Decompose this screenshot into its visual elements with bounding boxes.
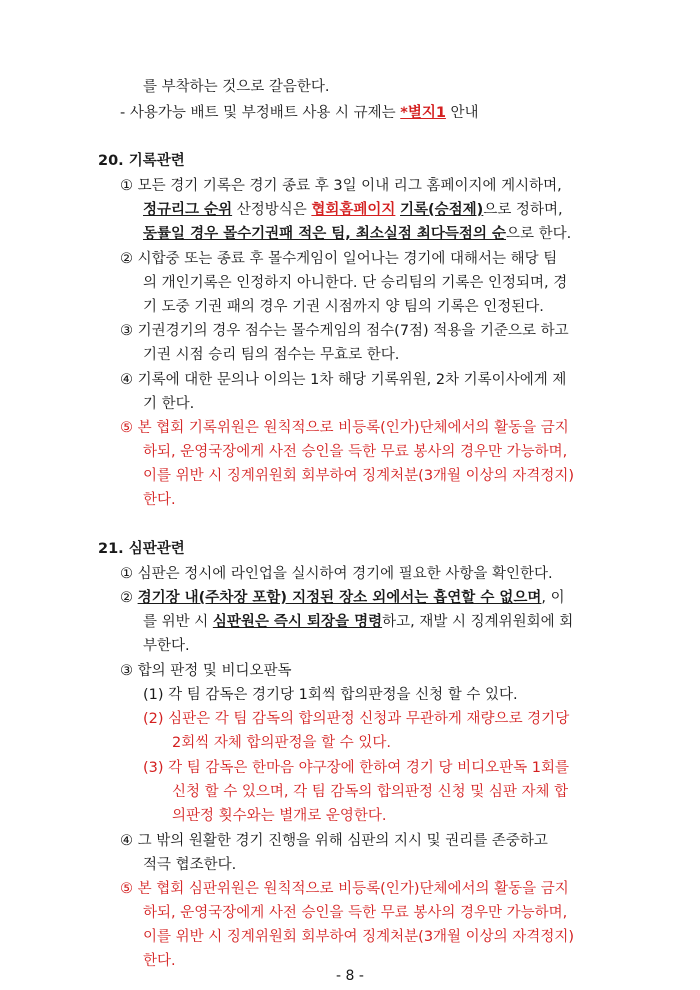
record-points-system: 기록(승점제) (400, 202, 484, 218)
s21-item3-sub1: (1) 각 팀 감독은 경기당 1회씩 합의판정을 신청 할 수 있다. (143, 687, 518, 703)
bat-regulation-suffix: 안내 (445, 105, 479, 121)
page-number: - 8 - (336, 968, 364, 984)
s20-item5-line1: ⑤ 본 협회 기록위원은 원칙적으로 비등록(인가)단체에서의 활동을 금지 (120, 420, 569, 436)
s21-item3-sub3-line3: 의판정 횟수와는 별개로 운영한다. (172, 808, 387, 824)
no-smoking-rule: 경기장 내(주차장 포함) 지정된 장소 외에서는 흡연할 수 없으며 (137, 590, 542, 606)
s21-item3-sub3-line1: (3) 각 팀 감독은 한마음 야구장에 한하여 경기 당 비디오판독 1회를 (143, 760, 570, 776)
s20-item5-line3: 이를 위반 시 징계위원회 회부하여 징계처분(3개월 이상의 자격정지) (143, 468, 574, 484)
s21-item2-line1 (120, 587, 565, 609)
s21-item4-line2: 적극 협조한다. (143, 857, 237, 873)
s20-item5-line2: 하되, 운영국장에게 사전 승인을 득한 무료 봉사의 경우만 가능하며, (143, 444, 568, 460)
s21-item3-line1: ③ 합의 판정 및 비디오판독 (120, 663, 292, 679)
s21-item5-line3: 이를 위반 시 징계위원회 회부하여 징계처분(3개월 이상의 자격정지) (143, 929, 574, 945)
continuation-text: 를 부착하는 것으로 갈음한다. (143, 79, 330, 95)
s20-item3-line2: 기권 시점 승리 팀의 점수는 무효로 한다. (143, 347, 400, 363)
s21-item2-text-end: , 이 (541, 590, 565, 606)
s20-item1-text-f: 으로 정하며, (483, 202, 563, 218)
s21-item2-marker: ② (120, 590, 138, 606)
s21-item5-line4: 한다. (143, 953, 176, 969)
ejection-order: 심판원은 즉시 퇴장을 명령 (212, 614, 383, 630)
s21-item2-line2 (143, 611, 573, 633)
s21-item2-text-a: 를 위반 시 (143, 614, 213, 630)
s20-item2-line3: 기 도중 기권 패의 경우 기권 시점까지 양 팀의 기록은 인정된다. (143, 299, 544, 315)
section-21-title: 21. 심판관련 (98, 541, 185, 557)
s21-item2-line3: 부한다. (143, 638, 190, 654)
s20-item4-line2: 기 한다. (143, 396, 195, 412)
s21-item5-line2: 하되, 운영국장에게 사전 승인을 득한 무료 봉사의 경우만 가능하며, (143, 905, 568, 921)
s20-item5-line4: 한다. (143, 492, 176, 508)
section-20-title: 20. 기록관련 (98, 153, 185, 169)
s20-item1-text-b: 산정방식은 (232, 202, 312, 218)
s21-item5-line1: ⑤ 본 협회 심판위원은 원칙적으로 비등록(인가)단체에서의 활동을 금지 (120, 881, 569, 897)
s20-item4-line1: ④ 기록에 대한 문의나 이의는 1차 해당 기록위원, 2차 기록이사에게 제 (120, 372, 567, 388)
s21-item2-text-c: 하고, 재발 시 징계위원회에 회 (382, 614, 574, 630)
s20-item1-line2 (143, 199, 563, 221)
s20-item3-line1: ③ 기권경기의 경우 점수는 몰수게임의 점수(7점) 적용을 기준으로 하고 (120, 323, 569, 339)
bat-regulation-text: - 사용가능 배트 및 부정배트 사용 시 규제는 (120, 105, 401, 121)
s21-item4-line1: ④ 그 밖의 원활한 경기 진행을 위해 심판의 지시 및 권리를 존중하고 (120, 833, 548, 849)
s21-item3-sub2-line1: (2) 심판은 각 팀 감독의 합의판정 신청과 무관하게 재량으로 경기당 (143, 711, 570, 727)
s21-item3-sub3-line2: 신청 할 수 있으며, 각 팀 감독의 합의판정 신청 및 심판 자체 합 (172, 784, 569, 800)
tiebreak-rule: 동률일 경우 몰수기권패 적은 팀, 최소실점 최다득점의 순 (143, 226, 507, 242)
s20-item2-line1: ② 시합중 또는 종료 후 몰수게임이 일어나는 경기에 대해서는 해당 팀 (120, 251, 558, 267)
s21-item3-sub2-line2: 2회씩 자체 합의판정을 할 수 있다. (172, 735, 391, 751)
s21-item1-line1: ① 심판은 정시에 라인업을 실시하여 경기에 필요한 사항을 확인한다. (120, 566, 553, 582)
appendix-1-reference: *별지1 (400, 105, 446, 121)
regular-league-ranking: 정규리그 순위 (143, 202, 233, 218)
s20-item1-line1: ① 모든 경기 기록은 경기 종료 후 3일 이내 리그 홈페이지에 게시하며, (120, 178, 562, 194)
bat-regulation-note (120, 102, 479, 124)
s20-item2-line2: 의 개인기록은 인정하지 아니한다. 단 승리팀의 기록은 인정되며, 경 (143, 275, 568, 291)
s20-item1-text-end: 으로 한다. (506, 226, 572, 242)
association-homepage-ref: 협회홈페이지 (311, 202, 396, 218)
s20-item1-line3 (143, 223, 571, 245)
